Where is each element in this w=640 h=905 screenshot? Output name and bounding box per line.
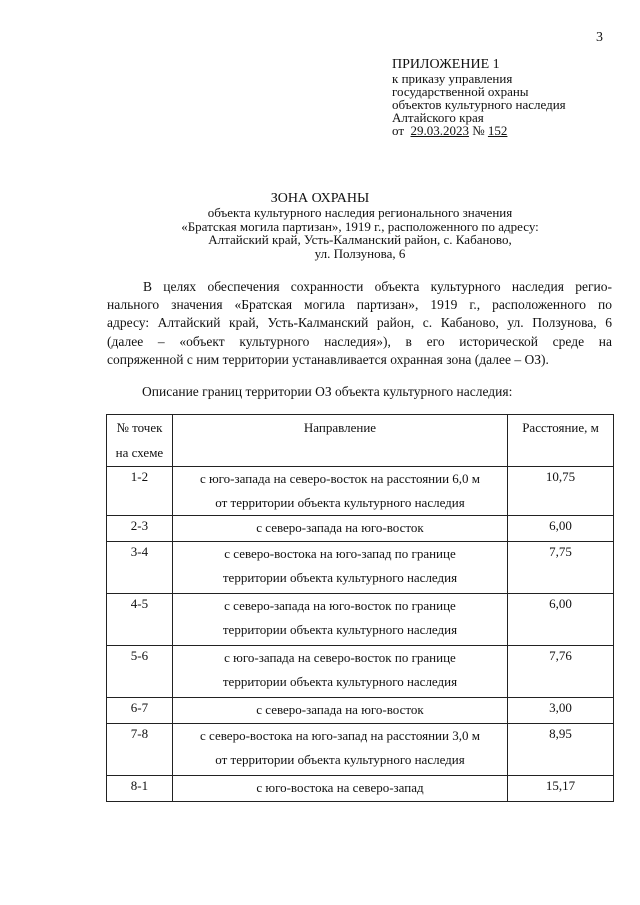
subtitle-line: ул. Ползунова, 6 <box>314 245 406 261</box>
row-points: 2-3 <box>130 518 149 533</box>
order-number: 152 <box>487 123 508 138</box>
row-direction-line: территории объекта культурного наследия <box>222 674 458 689</box>
appendix-line: Алтайского края <box>392 110 484 125</box>
row-direction-line: от территории объекта культурного наследия <box>215 752 465 767</box>
intro-line: В целях обеспечения сохранности объекта культурного наследия регио- <box>143 279 612 294</box>
intro-paragraph <box>107 278 612 369</box>
row-distance: 15,17 <box>545 778 576 793</box>
row-direction-line: с юго-запада на северо-восток на расстоянии 6,0 м <box>199 471 481 486</box>
header-direction <box>172 415 507 467</box>
appendix-order-line <box>392 124 622 137</box>
row-direction-line: территории объекта культурного наследия <box>222 570 458 585</box>
row-points: 6-7 <box>130 700 149 715</box>
appendix-title: ПРИЛОЖЕНИЕ 1 <box>392 57 500 72</box>
row-distance: 10,75 <box>545 469 576 484</box>
header-direction-label: Направление <box>303 420 377 435</box>
row-direction-line: с юго-запада на северо-восток по границе <box>224 650 456 665</box>
row-direction-line: с северо-запада на юго-восток <box>256 702 424 717</box>
row-distance: 8,95 <box>549 726 572 741</box>
appendix-line: к приказу управления <box>392 71 513 86</box>
table-row <box>107 724 614 776</box>
row-direction-line: с северо-востока на юго-запад на расстоянии 3,0 м <box>200 728 480 743</box>
row-points: 8-1 <box>130 778 149 793</box>
header-distance <box>508 415 614 467</box>
boundary-table <box>106 414 614 802</box>
appendix-line: объектов культурного наследия <box>392 97 566 112</box>
header-points <box>107 415 173 467</box>
table-row <box>107 467 614 516</box>
row-direction-line: от территории объекта культурного наследия <box>215 495 465 510</box>
row-points: 3-4 <box>130 544 149 559</box>
table-row <box>107 698 614 724</box>
row-points: 4-5 <box>130 596 149 611</box>
date-prefix: от <box>392 123 405 138</box>
row-distance: 7,75 <box>549 544 572 559</box>
page-number: 3 <box>596 30 603 45</box>
row-points: 1-2 <box>130 469 149 484</box>
row-distance: 7,76 <box>549 648 572 663</box>
table-header-row <box>107 415 614 467</box>
intro-line: сопряженной с ним территории устанавливается охранная зона (далее – ОЗ). <box>107 351 549 367</box>
row-points: 5-6 <box>130 648 149 663</box>
table-row <box>107 776 614 802</box>
row-points: 7-8 <box>130 726 149 741</box>
row-distance: 3,00 <box>549 700 572 715</box>
row-direction-line: с северо-востока на юго-запад по границе <box>224 546 456 561</box>
appendix-line: государственной охраны <box>392 84 529 99</box>
row-direction-line: с юго-востока на северо-запад <box>256 780 424 795</box>
row-direction-line: территории объекта культурного наследия <box>222 622 458 637</box>
row-direction-line: с северо-запада на юго-восток <box>256 520 424 535</box>
header-points-line: на схеме <box>115 445 164 460</box>
table-row <box>107 542 614 594</box>
row-distance: 6,00 <box>549 518 572 533</box>
table-row <box>107 646 614 698</box>
subtitle-line: Алтайский край, Усть-Калманский район, с. Кабаново, <box>208 232 512 247</box>
intro-line: нального значения «Братская могила партизан», 1919 г., расположенного по <box>107 297 612 313</box>
zone-title: ЗОНА ОХРАНЫ <box>270 191 370 206</box>
row-distance: 6,00 <box>549 596 572 611</box>
row-direction-line: с северо-запада на юго-восток по границе <box>224 598 456 613</box>
header-points-line: № точек <box>116 420 163 435</box>
zone-subtitle <box>140 206 580 260</box>
table-row <box>107 594 614 646</box>
subtitle-line: объекта культурного наследия регионального значения <box>207 205 513 220</box>
number-sign: № <box>472 123 485 138</box>
intro-line: адресу: Алтайский край, Усть-Калманский район, с. Кабаново, ул. Ползунова, 6 <box>107 315 612 331</box>
table-row <box>107 516 614 542</box>
appendix-block <box>392 58 622 137</box>
header-distance-label: Расстояние, м <box>522 420 599 435</box>
order-date: 29.03.2023 <box>410 123 470 138</box>
intro-line: (далее – «объект культурного наследия»), в его исторической среде на <box>107 333 612 349</box>
subtitle-line: «Братская могила партизан», 1919 г., расположенного по адресу: <box>181 218 539 234</box>
table-caption: Описание границ территории ОЗ объекта культурного наследия: <box>142 384 513 399</box>
